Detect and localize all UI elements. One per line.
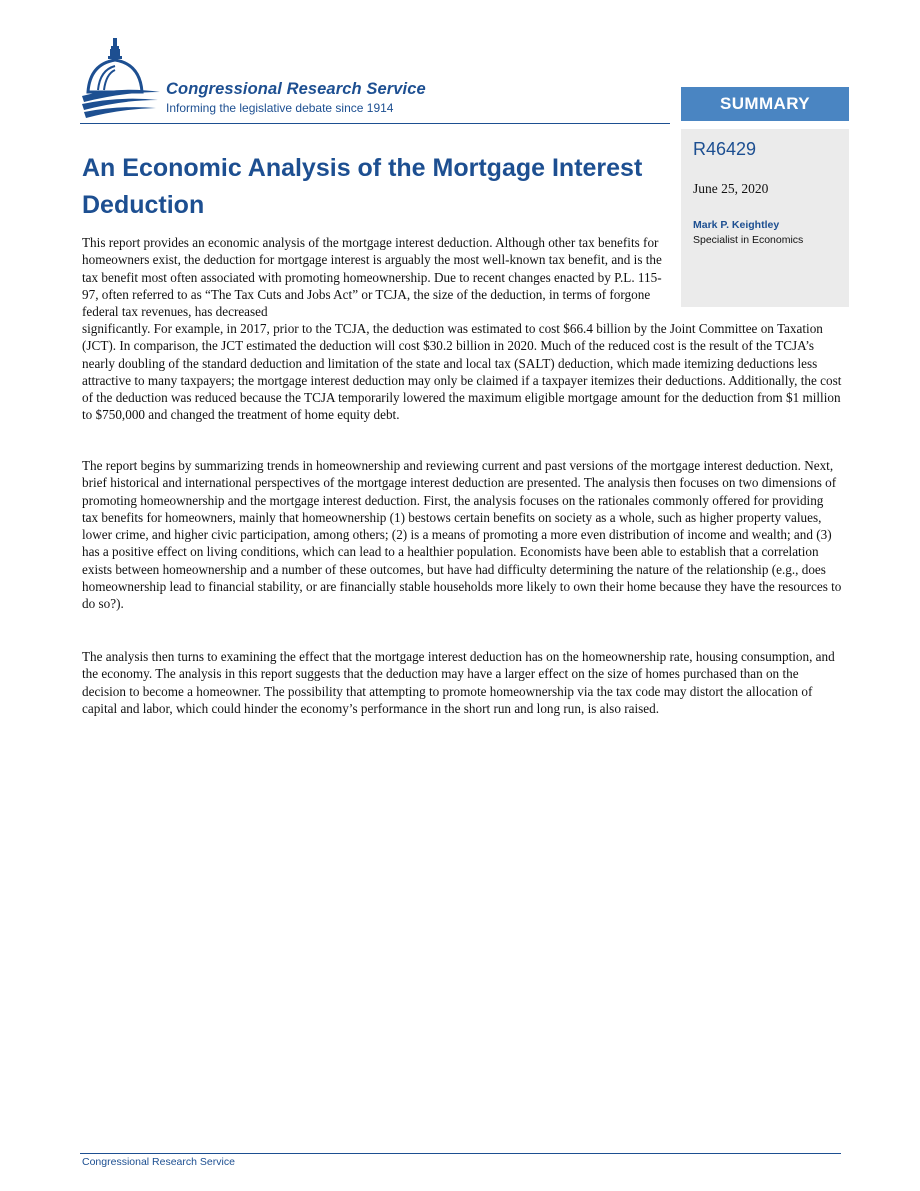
page-title: An Economic Analysis of the Mortgage Interest Deduction	[82, 154, 643, 219]
summary-paragraph-3: The analysis then turns to examining the effect that the mortgage interest deduction has on the homeownership rate, housing consumption, and the economy. The analysis in this report suggests that the deduction may have a larger effect on the size of homes purchased than on the decision to become a homeowner. The possibility that attempting to promote homeownership via the tax code may distort the allocation of capital and labor, which could hinder the economy’s performance in the short run and long run, is also raised.	[82, 649, 835, 716]
org-tagline: Informing the legislative debate since 1914	[166, 101, 394, 115]
report-info-box	[681, 129, 849, 307]
header-divider	[80, 123, 670, 124]
org-name: Congressional Research Service	[166, 80, 426, 98]
footer-divider	[80, 1153, 841, 1154]
capitol-dome-icon	[82, 38, 160, 118]
report-date: June 25, 2020	[693, 181, 769, 196]
summary-label: SUMMARY	[681, 87, 849, 121]
author-name: Mark P. Keightley	[693, 219, 780, 231]
footer-org-name: Congressional Research Service	[82, 1156, 235, 1168]
summary-paragraph-2: The report begins by summarizing trends in homeownership and reviewing current and past versions of the mortgage interest deduction. Next, brief historical and international perspectives of the mortgage interest deduction are presented. The analysis then focuses on two dimensions of promoting homeownership and the mortgage interest deduction. First, the analysis focuses on the rationales commonly offered for providing tax benefits for homeowners, mainly that homeownership (1) bestows certain benefits on society as a whole, such as higher property values, lower crime, and higher civic participation, among others; (2) is a means of promoting a more even distribution of income and wealth; and (3) has a positive effect on living conditions, which can lead to a healthier population. Economists have been able to establish that a correlation exists between homeownership and a number of these outcomes, but have had difficulty determining the nature of the relationship (e.g., does homeownership lead to financial stability, or are financially stable households more likely to own their home because they have the resources to do so?).	[82, 458, 842, 612]
report-number: R46429	[693, 139, 757, 159]
summary-paragraph-1-part-1: This report provides an economic analysis of the mortgage interest deduction. Although other tax benefits for homeowners exist, the deduction for mortgage interest is arguably the most well-known tax benefit, and is the tax benefit most often associated with promoting homeownership. Due to recent changes enacted by P.L. 115-97, often referred to as “The Tax Cuts and Jobs Act” or TCJA, the size of the deduction, in terms of forgone federal tax revenues, has decreased	[82, 235, 662, 320]
summary-paragraph-1-part-2: significantly. For example, in 2017, prior to the TCJA, the deduction was estimated to cost $66.4 billion by the Joint Committee on Taxation (JCT). In comparison, the JCT estimated the deduction will cost $30.2 billion in 2020. Much of the reduced cost is the result of the TCJA’s nearly doubling of the standard deduction and limitation of the state and local tax (SALT) deduction, which made itemizing deductions less attractive to many taxpayers; the mortgage interest deduction may only be claimed if a taxpayer itemizes their deductions. Additionally, the cost of the deduction was reduced because the TCJA temporarily lowered the maximum eligible mortgage amount for the deduction from $1 million to $750,000 and changed the treatment of home equity debt.	[82, 321, 842, 423]
author-title: Specialist in Economics	[693, 234, 804, 246]
